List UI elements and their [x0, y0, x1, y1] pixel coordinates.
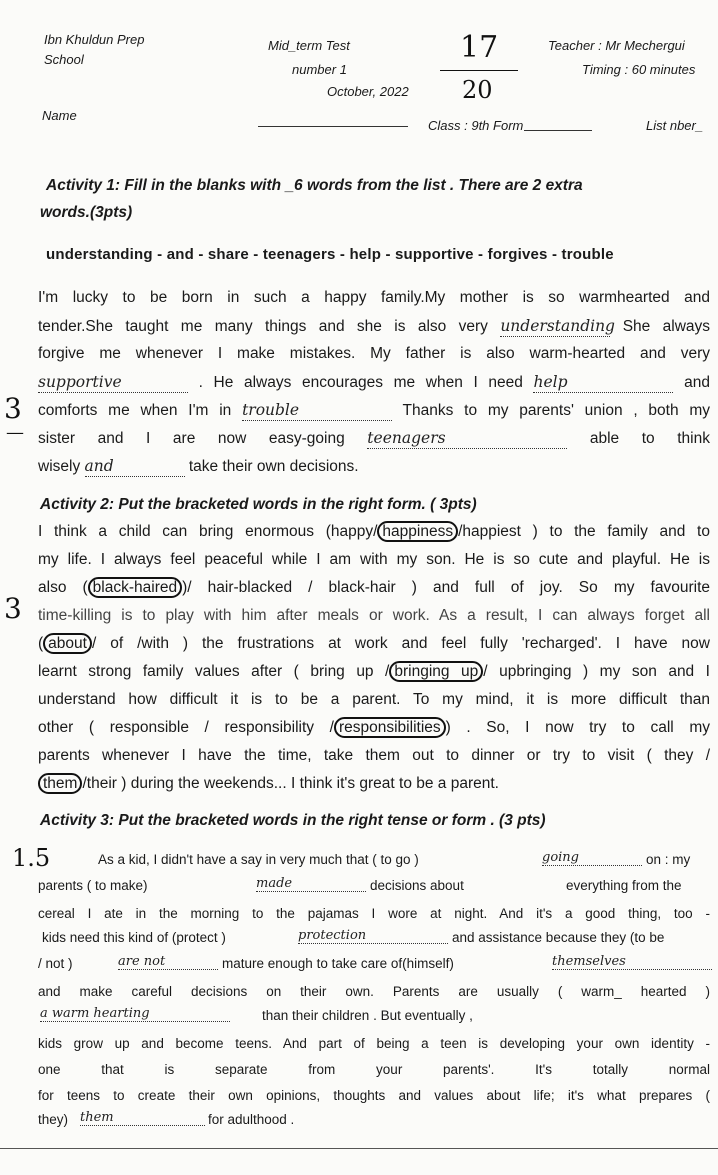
class-label: Class : 9th Form: [428, 118, 524, 133]
a1-answer-5: teenagers: [367, 428, 567, 449]
score-denominator: 20: [462, 76, 493, 104]
a3-answer-2: made: [256, 876, 366, 892]
a1-line-7: wisely and take their own decisions.: [38, 457, 359, 475]
a1-mark: 3: [4, 392, 22, 425]
a3-line-3: cereal I ate in the morning to the pajamas I wore at night. And it's a good thing, too -: [38, 906, 710, 921]
activity1-title-line2: words.(3pts): [40, 204, 133, 221]
a2-line-9: parents whenever I have the time, take them out to dinner or try to visit ( they /: [38, 747, 710, 764]
a3-line-1b: on : my: [646, 852, 691, 867]
a3-line-6: and make careful decisions on their own. Parents are usually ( warm_ hearted ): [38, 984, 710, 999]
a1-line-3: forgive me whenever I make mistakes. My father is also warm-hearted and very: [38, 345, 710, 362]
a3-line-8: kids grow up and become teens. And part of being a teen is developing your own identity -: [38, 1036, 710, 1051]
a2-line-7: understand how difficult it is to be a parent. To my mind, it is more difficult than: [38, 691, 710, 708]
a2-circled-1: happiness: [377, 521, 458, 542]
a1-line-4: supportive . He always encourages me when I need help and: [38, 373, 710, 391]
list-number-label: List nber_: [646, 118, 704, 133]
a3-line-4a: kids need this kind of (protect ): [42, 930, 226, 945]
word-list: understanding - and - share - teenagers - help - supportive - forgives - trouble: [46, 246, 614, 263]
a1-answer-2: supportive: [38, 372, 188, 393]
a3-line-9: one that is separate from your parents'. It's totally normal: [38, 1062, 710, 1077]
name-line: [258, 126, 408, 127]
a2-line-4: time-killing is to play with him after meals or work. As a result, I can always forget all: [38, 607, 710, 624]
a3-line-5a: / not ): [38, 956, 73, 971]
test-date: October, 2022: [327, 84, 409, 99]
a2-line-3: also ( black-haired )/ hair-blacked / black-hair ) and full of joy. So my favourite: [38, 579, 711, 596]
activity3-title: Activity 3: Put the bracketed words in the right tense or form . (3 pts): [40, 812, 546, 829]
a1-line-1: I'm lucky to be born in such a happy family.My mother is so warmhearted and: [38, 289, 710, 306]
test-number: number 1: [292, 62, 347, 77]
a2-circled-5: responsibilities: [334, 717, 446, 738]
a3-answer-4: are not: [118, 954, 218, 970]
school-name: Ibn Khuldun Prep: [44, 32, 145, 47]
a3-line-4b: and assistance because they (to be: [452, 930, 665, 945]
bottom-rule: [0, 1148, 718, 1149]
class-line: [524, 130, 592, 131]
a1-answer-3: help: [533, 372, 673, 393]
a3-line-2a: parents ( to make): [38, 878, 148, 893]
a2-line-1: I think a child can bring enormous (happy/ happiness /happiest ) to the family and to: [38, 523, 710, 540]
a2-circled-6: them: [38, 773, 82, 794]
a2-line-10: them /their ) during the weekends... I think it's great to be a parent.: [38, 774, 710, 794]
score-numerator: 17: [460, 30, 499, 65]
a3-line-5b: mature enough to take care of(himself): [222, 956, 454, 971]
activity2-title: Activity 2: Put the bracketed words in the right form. ( 3pts): [40, 496, 477, 513]
a3-answer-7: them: [80, 1110, 205, 1126]
a3-answer-3: protection: [298, 928, 448, 944]
activity1-title: Activity 1: Fill in the blanks with _6 words from the list . There are 2 extra: [46, 177, 583, 194]
a2-line-6: learnt strong family values after ( bring up / bringing up / upbringing ) my son and I: [38, 663, 710, 680]
a3-line-1a: As a kid, I didn't have a say in very much that ( to go ): [98, 852, 419, 867]
a3-mark: 1.5: [12, 844, 51, 872]
school-name-line2: School: [44, 52, 84, 67]
a1-mark-dash: —: [6, 422, 24, 443]
a3-answer-1: going: [542, 850, 642, 866]
timing: Timing : 60 minutes: [582, 62, 696, 77]
a3-line-11b: for adulthood .: [208, 1112, 295, 1127]
a2-line-2: my life. I always feel peaceful while I am with my son. He is so cute and playful. He is: [38, 551, 710, 568]
a3-answer-6: a warm hearting: [40, 1006, 230, 1022]
test-title: Mid_term Test: [268, 38, 350, 53]
a2-circled-3: about: [43, 633, 92, 654]
a2-mark: 3: [4, 592, 22, 625]
teacher-name: Teacher : Mr Mechergui: [548, 38, 685, 53]
a1-answer-6: and: [85, 456, 185, 477]
a3-line-2b: decisions about: [370, 878, 464, 893]
a3-line-10: for teens to create their own opinions, thoughts and values about life; it's what prepares (: [38, 1088, 710, 1103]
a1-line-6: sister and I are now easy-going teenagers able to think: [38, 429, 710, 447]
a3-line-11a: they): [38, 1112, 69, 1127]
a1-line-5: comforts me when I'm in trouble Thanks to my parents' union , both my: [38, 401, 710, 419]
a3-line-2c: everything from the: [566, 878, 682, 893]
a3-answer-5: themselves: [552, 954, 712, 970]
score-fraction-bar: [440, 70, 518, 71]
a2-line-5: ( about / of /with ) the frustrations at work and feel fully 'recharged'. I have now: [38, 635, 710, 652]
a2-circled-4: bringing up: [389, 661, 483, 682]
name-label: Name: [42, 108, 77, 123]
a2-circled-2: black-haired: [88, 577, 182, 598]
a2-line-8: other ( responsible / responsibility / responsibilities ) . So, I now try to call my: [38, 719, 710, 736]
a1-answer-4: trouble: [242, 400, 392, 421]
a1-line-2: tender.She taught me many things and she is also very understanding She always: [38, 317, 711, 335]
a1-answer-1: understanding: [500, 317, 615, 335]
a3-line-7: than their children . But eventually ,: [262, 1008, 473, 1023]
